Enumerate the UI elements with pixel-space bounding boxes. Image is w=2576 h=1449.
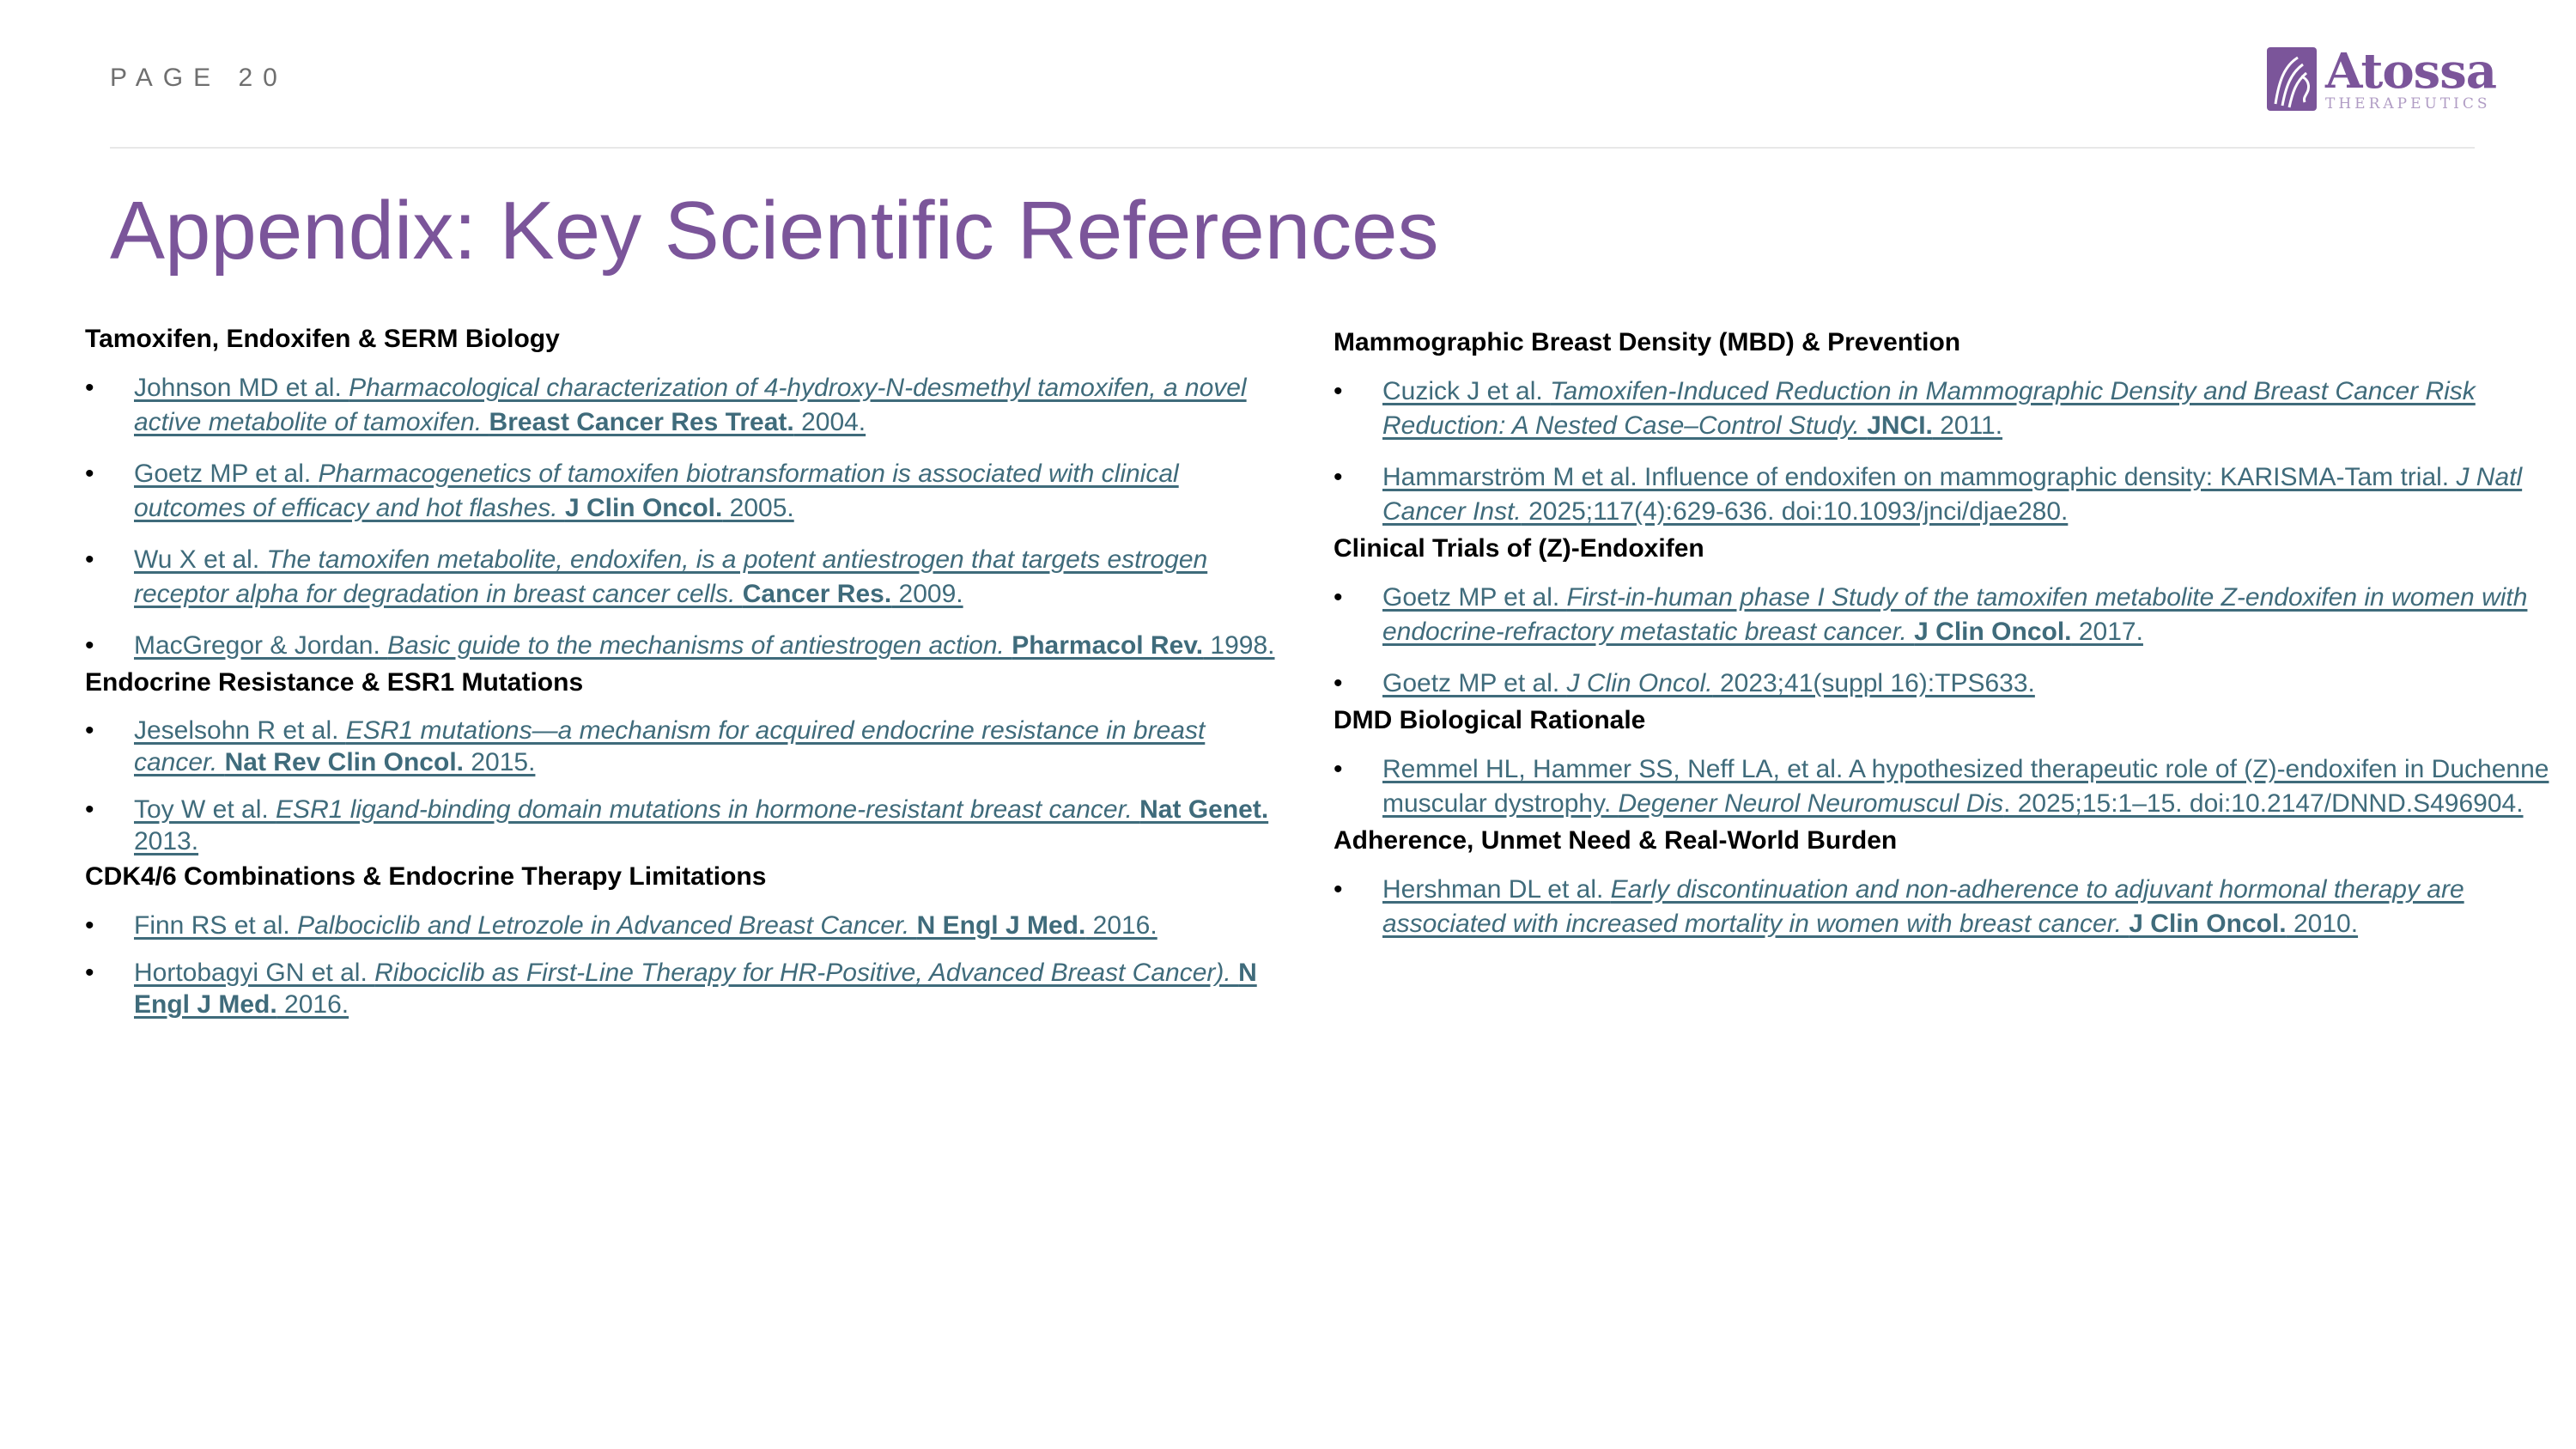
reference-link[interactable]: Cuzick J et al. Tamoxifen-Induced Reduction in Mammographic Density and Breast Cancer Risk Reduction: A Nested Case–Control Study. JNCI. 2011.: [1382, 377, 2476, 440]
reference-link[interactable]: Remmel HL, Hammer SS, Neff LA, et al. A hypothesized therapeutic role of (Z)-endoxifen in Duchenne muscular dystrophy. Degener Neurol Neuromuscul Dis. 2025;15:1–15. doi:10.2147/DNND.S496904.: [1382, 755, 2549, 818]
page-title: Appendix: Key Scientific References: [110, 185, 1439, 277]
section-heading: Mammographic Breast Density (MBD) & Prevention: [1334, 328, 1961, 356]
reference-item: [85, 629, 1279, 663]
reference-item: [1334, 752, 2576, 821]
left-column: [85, 323, 1279, 1038]
reference-item: [1334, 581, 2576, 649]
section-heading: CDK4/6 Combinations & Endocrine Therapy Limitations: [85, 862, 767, 891]
bullet-icon: •: [1334, 583, 1343, 612]
right-column: [1334, 326, 2576, 959]
section-heading: Clinical Trials of (Z)-Endoxifen: [1334, 534, 1704, 563]
reference-item: [1334, 873, 2576, 941]
logo-subtitle: THERAPEUTICS: [2325, 94, 2491, 113]
logo-name: Atossa: [2325, 42, 2497, 100]
bullet-icon: •: [85, 545, 94, 574]
company-logo: [2267, 42, 2497, 113]
reference-item: [1334, 374, 2576, 443]
header-divider: [110, 147, 2475, 149]
reference-section: [1334, 825, 2576, 941]
logo-face-icon: [2267, 47, 2317, 111]
reference-link[interactable]: Hammarström M et al. Influence of endoxifen on mammographic density: KARISMA-Tam trial. J Natl Cancer Inst. 2025;117(4):629-636. doi:10.1093/jnci/djae280.: [1382, 463, 2523, 526]
bullet-icon: •: [85, 460, 94, 488]
reference-item: [85, 715, 1279, 778]
reference-link[interactable]: Goetz MP et al. J Clin Oncol. 2023;41(suppl 16):TPS633.: [1382, 669, 2035, 697]
reference-section: [1334, 704, 2576, 821]
reference-item: [85, 543, 1279, 612]
reference-link[interactable]: Toy W et al. ESR1 ligand-binding domain mutations in hormone-resistant breast cancer. Nat Genet. 2013.: [134, 795, 1269, 855]
bullet-icon: •: [85, 959, 94, 987]
section-heading: DMD Biological Rationale: [1334, 706, 1646, 734]
page-number-label: PAGE 20: [110, 64, 288, 92]
reference-link[interactable]: MacGregor & Jordan. Basic guide to the mechanisms of antiestrogen action. Pharmacol Rev. 1998.: [134, 631, 1275, 660]
section-heading: Endocrine Resistance & ESR1 Mutations: [85, 668, 584, 697]
section-heading: Tamoxifen, Endoxifen & SERM Biology: [85, 325, 560, 353]
reference-item: [85, 794, 1279, 857]
reference-link[interactable]: Jeselsohn R et al. ESR1 mutations—a mechanism for acquired endocrine resistance in breast cancer. Nat Rev Clin Oncol. 2015.: [134, 716, 1206, 776]
bullet-icon: •: [1334, 669, 1343, 697]
reference-item: [1334, 460, 2576, 529]
bullet-icon: •: [85, 631, 94, 660]
reference-section: [85, 861, 1279, 1020]
bullet-icon: •: [85, 911, 94, 940]
bullet-icon: •: [1334, 875, 1343, 904]
reference-link[interactable]: Johnson MD et al. Pharmacological characterization of 4-hydroxy-N-desmethyl tamoxifen, a novel active metabolite of tamoxifen. Breast Cancer Res Treat. 2004.: [134, 374, 1247, 436]
reference-item: [85, 457, 1279, 526]
bullet-icon: •: [85, 795, 94, 824]
reference-link[interactable]: Hortobagyi GN et al. Ribociclib as First-Line Therapy for HR-Positive, Advanced Breast Cancer). N Engl J Med. 2016.: [134, 959, 1257, 1019]
bullet-icon: •: [85, 716, 94, 745]
reference-item: [85, 371, 1279, 440]
reference-link[interactable]: Goetz MP et al. First-in-human phase I Study of the tamoxifen metabolite Z-endoxifen in women with endocrine-refractory metastatic breast cancer. J Clin Oncol. 2017.: [1382, 583, 2528, 646]
reference-link[interactable]: Goetz MP et al. Pharmacogenetics of tamoxifen biotransformation is associated with clinical outcomes of efficacy and hot flashes. J Clin Oncol. 2005.: [134, 460, 1179, 522]
reference-section: [1334, 326, 2576, 529]
reference-item: [85, 957, 1279, 1020]
bullet-icon: •: [1334, 463, 1343, 491]
reference-link[interactable]: Hershman DL et al. Early discontinuation and non-adherence to adjuvant hormonal therapy are associated with increased mortality in women with breast cancer. J Clin Oncol. 2010.: [1382, 875, 2464, 938]
reference-item: [1334, 667, 2576, 701]
reference-link[interactable]: Finn RS et al. Palbociclib and Letrozole in Advanced Breast Cancer. N Engl J Med. 2016.: [134, 911, 1157, 940]
bullet-icon: •: [85, 374, 94, 402]
reference-section: [85, 323, 1279, 663]
reference-section: [85, 667, 1279, 857]
bullet-icon: •: [1334, 755, 1343, 783]
reference-link[interactable]: Wu X et al. The tamoxifen metabolite, endoxifen, is a potent antiestrogen that targets estrogen receptor alpha for degradation in breast cancer cells. Cancer Res. 2009.: [134, 545, 1208, 608]
bullet-icon: •: [1334, 377, 1343, 405]
section-heading: Adherence, Unmet Need & Real-World Burden: [1334, 826, 1898, 855]
reference-section: [1334, 533, 2576, 701]
reference-item: [85, 909, 1279, 943]
